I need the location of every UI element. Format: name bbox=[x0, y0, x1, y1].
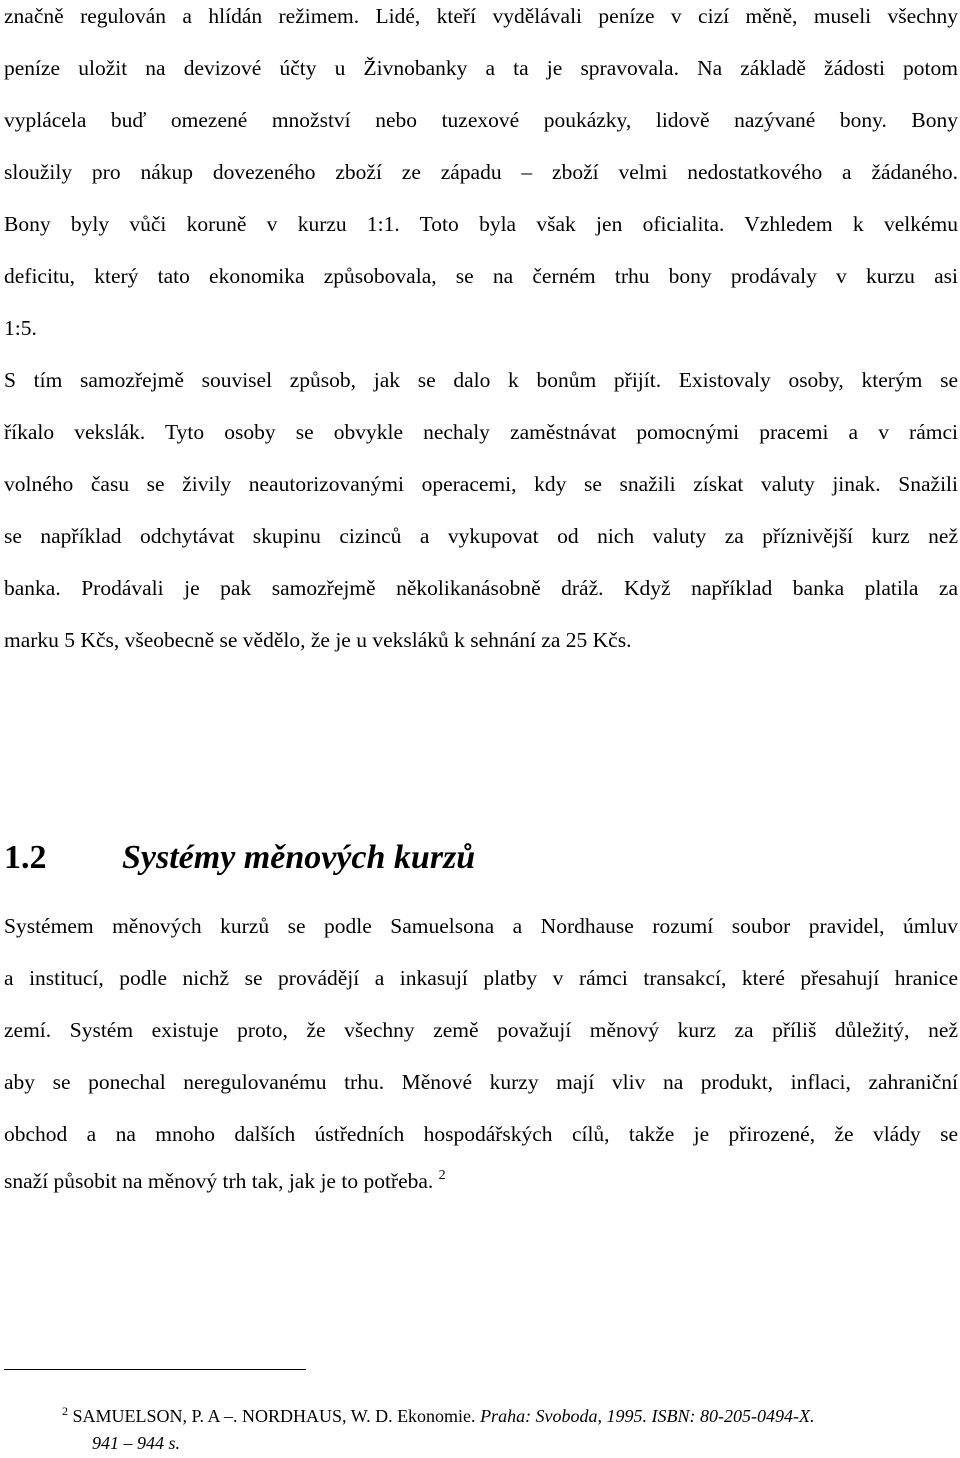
text-line: aby se ponechal neregulovanému trhu. Měnové kurzy mají vliv na produkt, inflaci, zahraniční bbox=[4, 1070, 958, 1094]
footnote-text-italic: Praha: Svoboda, 1995. ISBN: 80-205-0494-X. bbox=[480, 1406, 815, 1426]
footnote-continuation: 941 – 944 s. bbox=[92, 1433, 181, 1453]
text-line: a institucí, podle nichž se provádějí a inkasují platby v rámci transakcí, které přesahují hranice bbox=[4, 966, 958, 990]
text-line: deficitu, který tato ekonomika způsobovala, se na černém trhu bony prodávaly v kurzu asi bbox=[4, 264, 958, 288]
text-line: vyplácela buď omezené množství nebo tuzexové poukázky, lidově nazývané bony. Bony bbox=[4, 108, 958, 132]
text-line: 1:5. bbox=[4, 316, 37, 340]
text-line: Systémem měnových kurzů se podle Samuelsona a Nordhause rozumí soubor pravidel, úmluv bbox=[4, 914, 958, 938]
footnote-separator bbox=[4, 1369, 306, 1370]
text-line: banka. Prodávali je pak samozřejmě několikanásobně dráž. Když například banka platila za bbox=[4, 576, 958, 600]
section-heading bbox=[4, 838, 475, 878]
text-line: peníze uložit na devizové účty u Živnobanky a ta je spravovala. Na základě žádosti potom bbox=[4, 56, 958, 80]
text-line-with-footnote-ref bbox=[4, 1168, 958, 1194]
text-line: značně regulován a hlídán režimem. Lidé, kteří vydělávali peníze v cizí měně, museli všechny bbox=[4, 4, 958, 28]
footnote-reference[interactable]: 2 bbox=[438, 1168, 446, 1183]
section-title: Systémy měnových kurzů bbox=[122, 839, 476, 876]
text-line: volného času se živily neautorizovanými operacemi, kdy se snažili získat valuty jinak. Snažili bbox=[4, 472, 958, 496]
footnote bbox=[62, 1405, 815, 1427]
text-line: snaží působit na měnový trh tak, jak je to potřeba. bbox=[4, 1169, 434, 1193]
text-line: sloužily pro nákup dovezeného zboží ze západu – zboží velmi nedostatkového a žádaného. bbox=[4, 160, 958, 184]
text-line: Bony byly vůči koruně v kurzu 1:1. Toto byla však jen oficialita. Vzhledem k velkému bbox=[4, 212, 958, 236]
footnote-marker: 2 bbox=[62, 1404, 68, 1418]
text-line: obchod a na mnoho dalších ústředních hospodářských cílů, takže je přirozené, že vlády se bbox=[4, 1122, 958, 1146]
text-line: S tím samozřejmě souvisel způsob, jak se dalo k bonům přijít. Existovaly osoby, kterým se bbox=[4, 368, 958, 392]
section-number: 1.2 bbox=[4, 839, 47, 876]
text-line: se například odchytávat skupinu cizinců a vykupovat od nich valuty za příznivější kurz než bbox=[4, 524, 958, 548]
text-line: zemí. Systém existuje proto, že všechny země považují měnový kurz za příliš důležitý, než bbox=[4, 1018, 958, 1042]
footnote-text: SAMUELSON, P. A –. NORDHAUS, W. D. Ekonomie. bbox=[72, 1406, 476, 1426]
text-line: marku 5 Kčs, všeobecně se vědělo, že je u veksláků k sehnání za 25 Kčs. bbox=[4, 628, 632, 652]
text-line: říkalo vekslák. Tyto osoby se obvykle nechaly zaměstnávat pomocnými pracemi a v rámci bbox=[4, 420, 958, 444]
